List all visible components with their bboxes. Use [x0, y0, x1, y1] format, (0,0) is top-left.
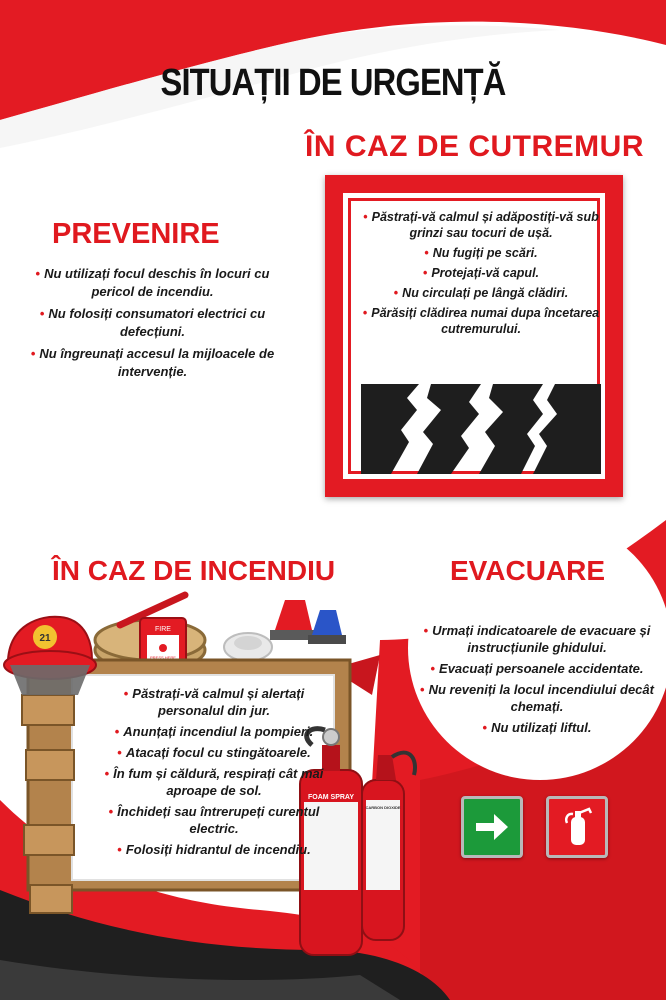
list-item: • Păstrați-vă calmul și adăpostiți-vă sub grinzi sau tocuri de ușă. [363, 210, 599, 240]
list-item: • Nu folosiți consumatori electrici cu defecțiuni. [39, 306, 266, 339]
list-item: • Atacați focul cu stingătoarele. [117, 745, 311, 760]
list-item: • Nu fugiți pe scări. [424, 246, 538, 260]
prevention-heading: PREVENIRE [52, 218, 220, 250]
cracked-ground-icon [361, 384, 601, 474]
list-item: • Nu circulați pe lângă clădiri. [393, 286, 569, 300]
alarm-label: FIRE [155, 626, 171, 633]
evacuation-heading: EVACUARE [450, 555, 606, 586]
fire-extinguisher-icon [549, 799, 605, 855]
list-item: • Nu îngreunați accesul la mijloacele de intervenție. [30, 346, 275, 379]
helmet-number: 21 [39, 633, 51, 644]
prevention-list [30, 265, 275, 385]
earthquake-list [361, 209, 601, 341]
exit-sign [461, 796, 523, 858]
alarm-sublabel: PRESS HERE [150, 655, 176, 660]
list-item: • Protejați-vă capul. [422, 266, 540, 280]
earthquake-heading: ÎN CAZ DE CUTREMUR [305, 130, 644, 163]
fire-heading: ÎN CAZ DE INCENDIU [52, 555, 336, 586]
earthquake-panel [325, 175, 623, 497]
evacuation-list [412, 622, 662, 740]
list-item: • Urmați indicatoarele de evacuare și instrucțiunile ghidului. [423, 623, 651, 655]
list-item: • În fum și căldură, respirați cât mai aproape de sol. [104, 766, 324, 798]
fire-extinguisher-sign [546, 796, 608, 858]
fire-list [90, 685, 338, 862]
page-title: SITUAȚII DE URGENȚĂ [160, 62, 506, 104]
extinguisher-label: FOAM SPRAY [307, 794, 355, 801]
list-item: • Păstrați-vă calmul și alertați personalul din jur. [123, 686, 305, 718]
list-item: • Evacuați persoanele accidentate. [430, 661, 644, 676]
list-item: • Nu reveniți la locul incendiului decât chemați. [420, 682, 654, 714]
list-item: • Nu utilizați liftul. [482, 720, 592, 735]
list-item: • Părăsiți clădirea numai dupa încetarea cutremurului. [362, 306, 600, 336]
list-item: • Anunțați incendiul la pompieri. [114, 724, 314, 739]
list-item: • Nu utilizați focul deschis în locuri cu pericol de incendiu. [35, 266, 270, 299]
list-item: • Închideți sau întrerupeți curentul electric. [108, 804, 320, 836]
extinguisher2-label: CARBON DIOXIDE [365, 805, 401, 810]
list-item: • Folosiți hidrantul de incendiu. [117, 842, 311, 857]
arrow-right-icon [464, 799, 520, 855]
